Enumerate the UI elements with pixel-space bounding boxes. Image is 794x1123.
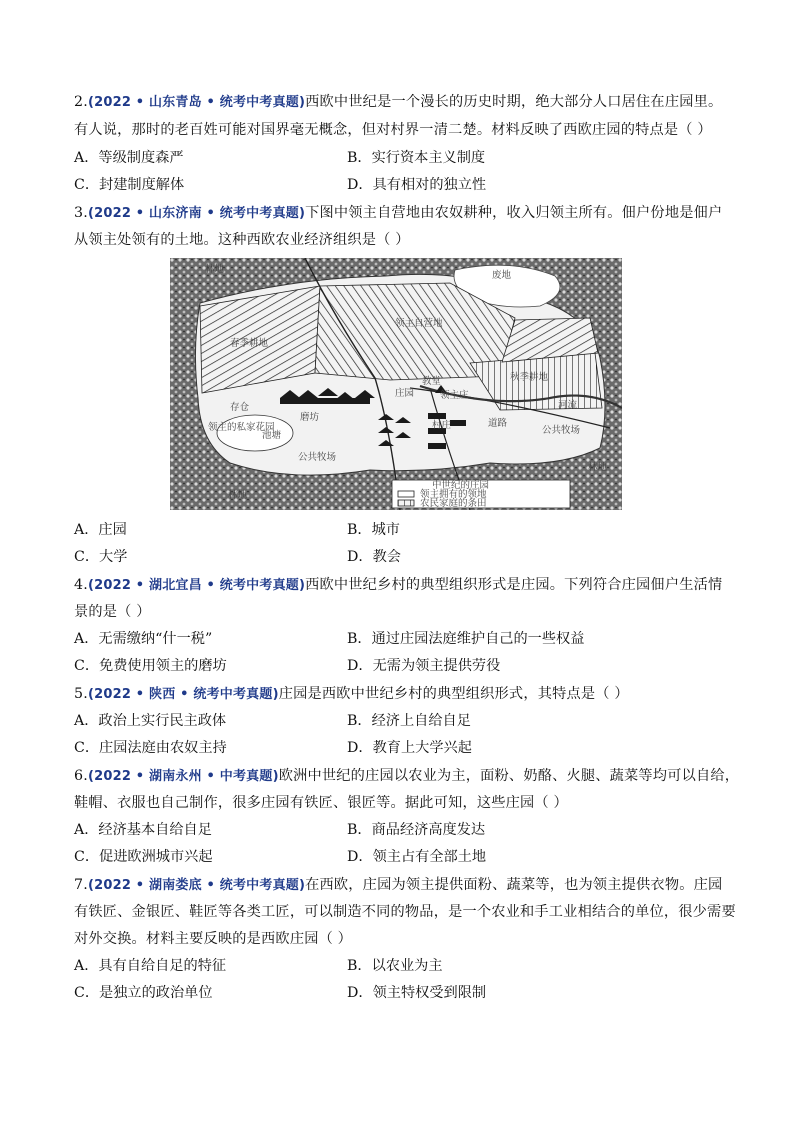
question-5-option-b[interactable]: B．经济上自给自足 (347, 713, 471, 729)
question-6-option-b[interactable]: B．商品经济高度发达 (347, 822, 486, 838)
question-3-option-a[interactable]: A．庄园 (74, 522, 127, 538)
question-7-option-a[interactable]: A．具有自给自足的特征 (74, 958, 227, 974)
question-4-option-b[interactable]: B．通过庄园法庭维护自己的一些权益 (347, 631, 585, 647)
label-woods-bottom-left: 林地 (228, 490, 248, 501)
map-legend (392, 479, 570, 509)
label-road: 道路 (488, 418, 508, 429)
label-manor-house: 庄园 (395, 388, 415, 399)
question-source: (2022 • 湖南娄底 • 统考中考真题) (87, 878, 306, 893)
question-5-line-1: 5.(2022 • 陕西 • 统考中考真题)庄园是西欧中世纪乡村的典型组织形式，其特点是（ ） (74, 686, 629, 702)
question-source: (2022 • 山东青岛 • 统考中考真题) (87, 95, 306, 110)
question-source: (2022 • 陕西 • 统考中考真题) (87, 687, 279, 702)
label-pond: 池塘 (262, 430, 282, 441)
label-church: 教堂 (422, 376, 442, 387)
question-7-option-c[interactable]: C．是独立的政治单位 (74, 985, 213, 1001)
question-source: (2022 • 湖南永州 • 中考真题) (87, 769, 279, 784)
label-demesne: 领主自营地 (395, 318, 443, 329)
label-mill: 磨坊 (300, 412, 320, 423)
question-7-line-3: 对外交换。材料主要反映的是西欧庄园（ ） (74, 931, 353, 947)
question-3-option-c[interactable]: C．大学 (74, 549, 128, 565)
label-village: 村庄 (432, 420, 452, 431)
question-7-line-2: 有铁匠、金银匠、鞋匠等各类工匠，可以制造不同的物品，是一个农业和手工业相结合的单位，很少需要 (74, 904, 736, 920)
manor-map (170, 258, 622, 510)
question-3-line-2: 从领主处领有的土地。这种西欧农业经济组织是（ ） (74, 232, 410, 248)
question-source: (2022 • 山东济南 • 统考中考真题) (87, 206, 306, 221)
label-wasteland: 废地 (492, 270, 512, 281)
question-3-option-d[interactable]: D．教会 (347, 549, 401, 565)
question-7-option-b[interactable]: B．以农业为主 (347, 958, 443, 974)
question-2-option-d[interactable]: D．具有相对的独立性 (347, 177, 487, 193)
label-common-pasture-east: 公共牧场 (542, 425, 581, 436)
question-4-line-2: 景的是（ ） (74, 604, 151, 620)
label-storehouse: 存仓 (230, 402, 250, 413)
question-2-option-c[interactable]: C．封建制度解体 (74, 177, 185, 193)
legend-title: 中世纪的庄园 (432, 480, 490, 491)
question-6-option-d[interactable]: D．领主占有全部土地 (347, 849, 487, 865)
label-spring-field: 春季耕地 (230, 338, 269, 349)
question-6-line-2: 鞋帽、衣服也自己制作，很多庄园有铁匠、银匠等。据此可知，这些庄园（ ） (74, 795, 568, 811)
question-7-option-d[interactable]: D．领主特权受到限制 (347, 985, 487, 1001)
legend-item-lord-land: 领主拥有的领地 (420, 489, 487, 500)
pond (217, 415, 293, 451)
question-5-option-a[interactable]: A．政治上实行民主政体 (74, 713, 227, 729)
question-3-line-1: 3.(2022 • 山东济南 • 统考中考真题)下图中领主自营地由农奴耕种，收入归领主所有。佃户份地是佃户 (74, 205, 723, 221)
question-2-option-b[interactable]: B．实行资本主义制度 (347, 150, 486, 166)
question-5-option-c[interactable]: C．庄园法庭由农奴主持 (74, 740, 227, 756)
label-woods-bottom-right: 林地 (588, 462, 608, 473)
question-4-option-c[interactable]: C．免费使用领主的磨坊 (74, 658, 227, 674)
legend-item-peasant-strips: 农民家庭的条田 (420, 498, 487, 509)
question-4-line-1: 4.(2022 • 湖北宜昌 • 统考中考真题)西欧中世纪乡村的典型组织形式是庄园。下列符合庄园佃户生活情 (74, 577, 723, 593)
label-common-pasture-west: 公共牧场 (298, 452, 337, 463)
question-6-option-c[interactable]: C．促进欧洲城市兴起 (74, 849, 213, 865)
question-6-line-1: 6.(2022 • 湖南永州 • 中考真题)欧洲中世纪的庄园以农业为主，面粉、奶酪、火腿、蔬菜等均可以自给， (74, 768, 740, 784)
label-lord-house: 领主庄 (440, 390, 469, 401)
question-2-option-a[interactable]: A．等级制度森严 (74, 150, 184, 166)
question-7-line-1: 7.(2022 • 湖南娄底 • 统考中考真题)在西欧，庄园为领主提供面粉、蔬菜等，也为领主提供衣物。庄园 (74, 877, 723, 893)
label-river: 河流 (558, 400, 578, 411)
question-source: (2022 • 湖北宜昌 • 统考中考真题) (87, 578, 306, 593)
question-2-line-1: 2.(2022 • 山东青岛 • 统考中考真题)西欧中世纪是一个漫长的历史时期，绝大部分人口居住在庄园里。 (74, 94, 723, 110)
question-4-option-a[interactable]: A．无需缴纳“什一税” (74, 631, 213, 647)
question-2-line-2: 有人说，那时的老百姓可能对国界毫无概念，但对村界一清二楚。材料反映了西欧庄园的特点是（ ） (74, 122, 712, 138)
manor-map-figure (170, 258, 622, 510)
label-lord-garden: 领主的私家花园 (208, 422, 275, 433)
question-5-option-d[interactable]: D．教育上大学兴起 (347, 740, 472, 756)
label-woods: 林地 (205, 264, 225, 275)
question-6-option-a[interactable]: A．经济基本自给自足 (74, 822, 212, 838)
question-3-option-b[interactable]: B．城市 (347, 522, 400, 538)
question-4-option-d[interactable]: D．无需为领主提供劳役 (347, 658, 501, 674)
label-autumn-field: 秋季耕地 (510, 372, 549, 383)
